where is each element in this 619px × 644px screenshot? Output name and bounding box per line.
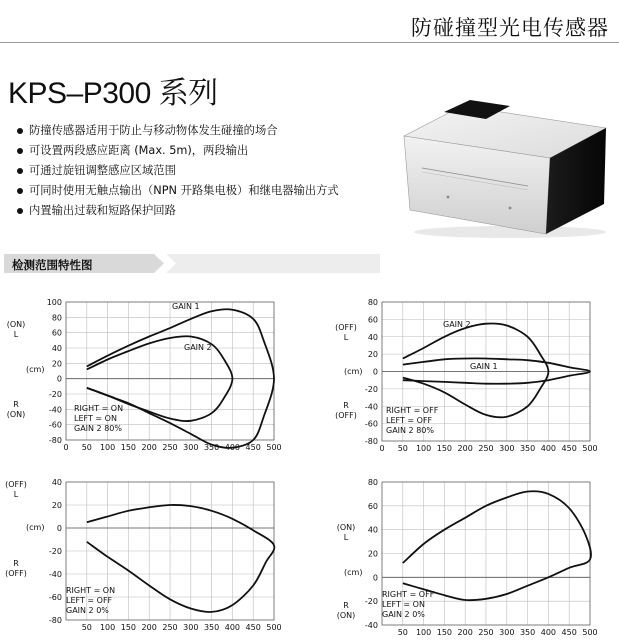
chart-3-unit-label: (cm): [26, 523, 45, 532]
feature-list: [16, 121, 339, 221]
y-tick-label: -20: [364, 597, 378, 607]
feature-item: 防撞传感器适用于防止与移动物体发生碰撞的场合: [16, 121, 339, 141]
chart-1: [0, 296, 305, 456]
y-tick-label: 20: [51, 359, 62, 369]
legend-line: RIGHT = ON: [74, 404, 124, 413]
y-tick-label: 0: [372, 367, 378, 377]
section-title: 检测范围特性图: [12, 258, 93, 272]
chart-4-top-label: (ON) L: [336, 523, 356, 542]
x-tick-label: 100: [99, 623, 116, 632]
y-tick-label: 0: [56, 374, 62, 384]
product-image: [400, 92, 612, 240]
x-tick-label: 450: [245, 623, 261, 632]
x-tick-label: 100: [415, 444, 432, 453]
x-tick-label: 300: [499, 444, 515, 453]
x-tick-label: 250: [478, 444, 494, 453]
y-tick-label: 20: [51, 501, 62, 510]
chart-4-legend: [382, 590, 434, 620]
legend-line: LEFT = ON: [382, 600, 425, 609]
x-tick-label: 200: [457, 628, 473, 637]
y-tick-label: 40: [367, 525, 378, 535]
chart-3-bottom-label: R (OFF): [5, 559, 27, 578]
x-tick-label: 400: [224, 623, 241, 632]
x-tick-label: 350: [519, 628, 536, 637]
y-tick-label: 60: [367, 501, 378, 511]
y-tick-label: -40: [364, 621, 378, 630]
legend-line: RIGHT = OFF: [382, 590, 435, 599]
x-tick-label: 500: [266, 623, 282, 632]
chart-4-unit-label: (cm): [344, 568, 363, 577]
x-tick-label: 50: [397, 444, 408, 453]
x-tick-label: 300: [499, 628, 515, 637]
x-tick-label: 0: [379, 444, 385, 453]
legend-line: GAIN 2 0%: [66, 606, 109, 615]
x-tick-label: 200: [141, 443, 157, 452]
legend-line: RIGHT = ON: [66, 586, 116, 595]
chart-3-legend: [66, 586, 115, 616]
x-tick-label: 100: [415, 628, 432, 637]
x-tick-label: 0: [63, 443, 69, 452]
chart-4: [330, 476, 619, 644]
x-tick-label: 350: [203, 443, 220, 452]
y-tick-label: 20: [367, 350, 378, 360]
x-tick-label: 150: [436, 444, 453, 453]
chart-2-unit-label: (cm): [344, 367, 363, 376]
chart-4-plot: [330, 476, 619, 644]
y-tick-label: -20: [48, 390, 62, 399]
y-tick-label: -80: [48, 616, 62, 625]
x-tick-label: 300: [183, 623, 199, 632]
y-tick-label: -80: [364, 437, 378, 446]
x-tick-label: 350: [203, 623, 220, 632]
chart-1-top-label: (ON) L: [6, 320, 26, 339]
chart-2-legend: [386, 406, 438, 436]
x-tick-label: 50: [81, 623, 92, 632]
y-tick-label: 80: [367, 298, 378, 307]
x-tick-label: 500: [266, 443, 282, 452]
legend-line: LEFT = OFF: [386, 416, 433, 425]
chart-3: [0, 476, 305, 644]
page-title: 防碰撞型光电传感器: [411, 16, 609, 40]
y-tick-label: -20: [364, 384, 378, 394]
feature-item: 可设置两段感应距离 (Max. 5m)，两段输出: [16, 141, 339, 161]
chart-2-bottom-label: R (OFF): [335, 401, 357, 420]
y-tick-label: 80: [51, 313, 62, 323]
y-tick-label: -60: [48, 420, 62, 430]
x-tick-label: 400: [540, 444, 557, 453]
y-tick-label: -20: [48, 547, 62, 556]
chart-1-plot: [0, 296, 305, 456]
y-tick-label: -60: [364, 419, 378, 429]
x-tick-label: 400: [540, 628, 557, 637]
y-tick-label: 20: [367, 549, 378, 559]
chart-2-top-label: (OFF) L: [335, 323, 357, 342]
legend-line: LEFT = OFF: [66, 596, 113, 605]
feature-item: 可通过旋钮调整感应区域范围: [16, 161, 339, 181]
x-tick-label: 250: [478, 628, 494, 637]
x-tick-label: 200: [457, 444, 473, 453]
curve-label-gain2: GAIN 2: [184, 343, 212, 352]
x-tick-label: 350: [519, 444, 536, 453]
curve-label-gain2: GAIN 2: [443, 320, 471, 329]
legend-line: LEFT = ON: [74, 414, 117, 423]
chart-1-bottom-label: R (ON): [6, 400, 26, 419]
x-tick-label: 50: [81, 443, 92, 452]
x-tick-label: 450: [245, 443, 261, 452]
x-tick-label: 150: [120, 623, 137, 632]
chart-1-unit-label: (cm): [26, 365, 45, 374]
y-tick-label: -40: [48, 405, 62, 415]
y-tick-label: 40: [51, 344, 62, 353]
legend-line: RIGHT = OFF: [386, 406, 439, 415]
x-tick-label: 500: [582, 628, 598, 637]
chart-3-top-label: (OFF) L: [5, 480, 27, 499]
y-tick-label: -60: [48, 593, 62, 602]
x-tick-label: 150: [436, 628, 453, 637]
feature-item: 可同时使用无触点输出（NPN 开路集电极）和继电器输出方式: [16, 181, 339, 201]
chart-1-legend: [74, 404, 123, 434]
legend-line: GAIN 2 0%: [382, 610, 425, 619]
legend-line: GAIN 2 80%: [74, 424, 122, 433]
series-line-1: [403, 491, 591, 600]
y-tick-label: 100: [46, 298, 62, 307]
legend-line: GAIN 2 80%: [386, 426, 434, 435]
x-tick-label: 100: [99, 443, 116, 452]
x-tick-label: 50: [397, 628, 408, 637]
x-tick-label: 250: [162, 443, 178, 452]
curve-label-gain1: GAIN 1: [172, 302, 200, 311]
x-tick-label: 400: [224, 443, 241, 452]
x-tick-label: 150: [120, 443, 137, 452]
x-tick-label: 300: [183, 443, 199, 452]
curve-label-gain1: GAIN 1: [470, 362, 498, 371]
chart-4-bottom-label: R (ON): [336, 601, 356, 620]
x-tick-label: 450: [561, 444, 577, 453]
y-tick-label: 60: [367, 315, 378, 325]
y-tick-label: 0: [56, 524, 62, 533]
chart-2-plot: [330, 296, 619, 456]
y-tick-label: -80: [48, 436, 62, 445]
y-tick-label: 0: [372, 573, 378, 583]
chart-2: [330, 296, 619, 456]
x-tick-label: 450: [561, 628, 577, 637]
x-tick-label: 250: [162, 623, 178, 632]
y-tick-label: 60: [51, 328, 62, 338]
x-tick-label: 200: [141, 623, 157, 632]
x-tick-label: 500: [582, 444, 598, 453]
y-tick-label: 40: [367, 332, 378, 342]
chart-3-plot: [0, 476, 305, 644]
feature-item: 内置输出过载和短路保护回路: [16, 201, 339, 221]
y-tick-label: 40: [51, 478, 62, 487]
y-tick-label: -40: [48, 570, 62, 579]
y-tick-label: -40: [364, 402, 378, 412]
product-title: KPS–P300 系列: [8, 77, 218, 110]
y-tick-label: 80: [367, 478, 378, 487]
header-divider: [0, 42, 619, 43]
